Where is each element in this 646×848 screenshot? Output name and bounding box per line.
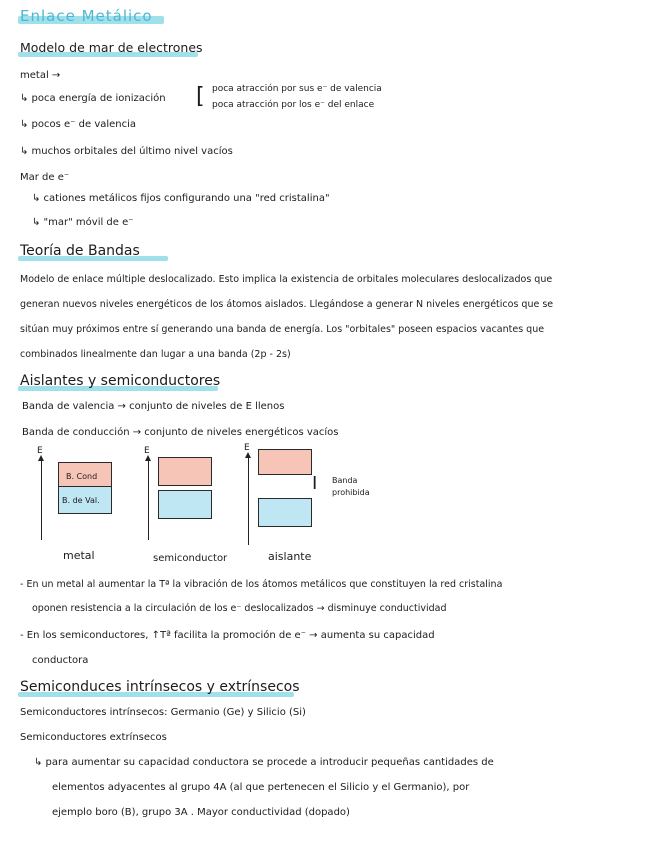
intrinsic-line: Semiconductores intrínsecos: Germanio (Ge) y Silicio (Si) <box>20 707 306 718</box>
energy-axis <box>248 457 249 545</box>
semi-temp-line: conductora <box>32 655 89 666</box>
extrinsic-line: ejemplo boro (B), grupo 3A . Mayor conductividad (dopado) <box>52 807 350 818</box>
conduction-band-box <box>158 457 212 486</box>
energy-axis-label: E <box>244 443 250 453</box>
heading-semiconductores: Semiconduces intrínsecos y extrínsecos <box>20 679 300 695</box>
paragraph-line: sitúan muy próximos entre sí generando una banda de energía. Los "orbitales" poseen espacios vacantes que <box>20 324 545 335</box>
heading-teoria-bandas: Teoría de Bandas <box>20 243 140 259</box>
extrinsic-label: Semiconductores extrínsecos <box>20 732 167 743</box>
orbitals-line: ↳ muchos orbitales del último nivel vacíos <box>20 146 233 157</box>
paragraph-line: Modelo de enlace múltiple deslocalizado. Esto implica la existencia de orbitales moleculares deslocalizados que <box>20 274 553 285</box>
sea-line: ↳ "mar" móvil de e⁻ <box>32 217 134 228</box>
energy-axis-label: E <box>144 446 150 456</box>
energy-axis-label: E <box>37 446 43 456</box>
valence-line: ↳ pocos e⁻ de valencia <box>20 119 137 130</box>
valence-band-label: B. de Val. <box>62 496 100 505</box>
semi-temp-line: - En los semiconductores, ↑Tª facilita la promoción de e⁻ → aumenta su capacidad <box>20 630 435 641</box>
conduction-band-box <box>258 449 312 475</box>
brace-item-1: poca atracción por sus e⁻ de valencia <box>212 84 382 94</box>
energy-axis <box>41 460 42 540</box>
valence-band-def: Banda de valencia → conjunto de niveles de E llenos <box>22 401 285 412</box>
extrinsic-line: elementos adyacentes al grupo 4A (al que pertenecen el Silicio y el Germanio), por <box>52 782 470 793</box>
brace-item-2: poca atracción por los e⁻ del enlace <box>212 100 375 110</box>
extrinsic-line: ↳ para aumentar su capacidad conductora se procede a introducir pequeñas cantidades de <box>34 757 494 768</box>
metal-label: metal → <box>20 70 61 81</box>
brace: [ <box>196 84 205 109</box>
valence-band-box <box>258 498 312 527</box>
paragraph-line: generan nuevos niveles energéticos de los átomos aislados. Llegándose a generar N niveles energéticos que se <box>20 299 554 310</box>
forbidden-band-label: prohibida <box>332 488 370 497</box>
page-title: Enlace Metálico <box>20 7 153 25</box>
metal-temp-line: oponen resistencia a la circulación de los e⁻ deslocalizados → disminuye conductividad <box>32 603 447 614</box>
valence-band-box <box>158 490 212 519</box>
energy-axis <box>148 460 149 540</box>
heading-mar-electrones: Modelo de mar de electrones <box>20 40 203 55</box>
insulator-caption: aislante <box>268 550 312 563</box>
metal-temp-line: - En un metal al aumentar la Tª la vibración de los átomos metálicos que constituyen la red cristalina <box>20 579 503 590</box>
ionization-line: ↳ poca energía de ionización <box>20 93 166 104</box>
conduction-band-label: B. Cond <box>66 472 98 481</box>
metal-caption: metal <box>63 549 95 562</box>
forbidden-band-label: Banda <box>332 476 358 485</box>
heading-aislantes: Aislantes y semiconductores <box>20 373 221 389</box>
mar-label: Mar de e⁻ <box>20 172 70 183</box>
paragraph-line: combinados linealmente dan lugar a una banda (2p - 2s) <box>20 349 291 360</box>
conduction-band-def: Banda de conducción → conjunto de niveles energéticos vacíos <box>22 427 339 438</box>
gap-bracket: I <box>312 473 318 494</box>
semiconductor-caption: semiconductor <box>153 553 228 564</box>
cations-line: ↳ cationes metálicos fijos configurando una "red cristalina" <box>32 193 330 204</box>
